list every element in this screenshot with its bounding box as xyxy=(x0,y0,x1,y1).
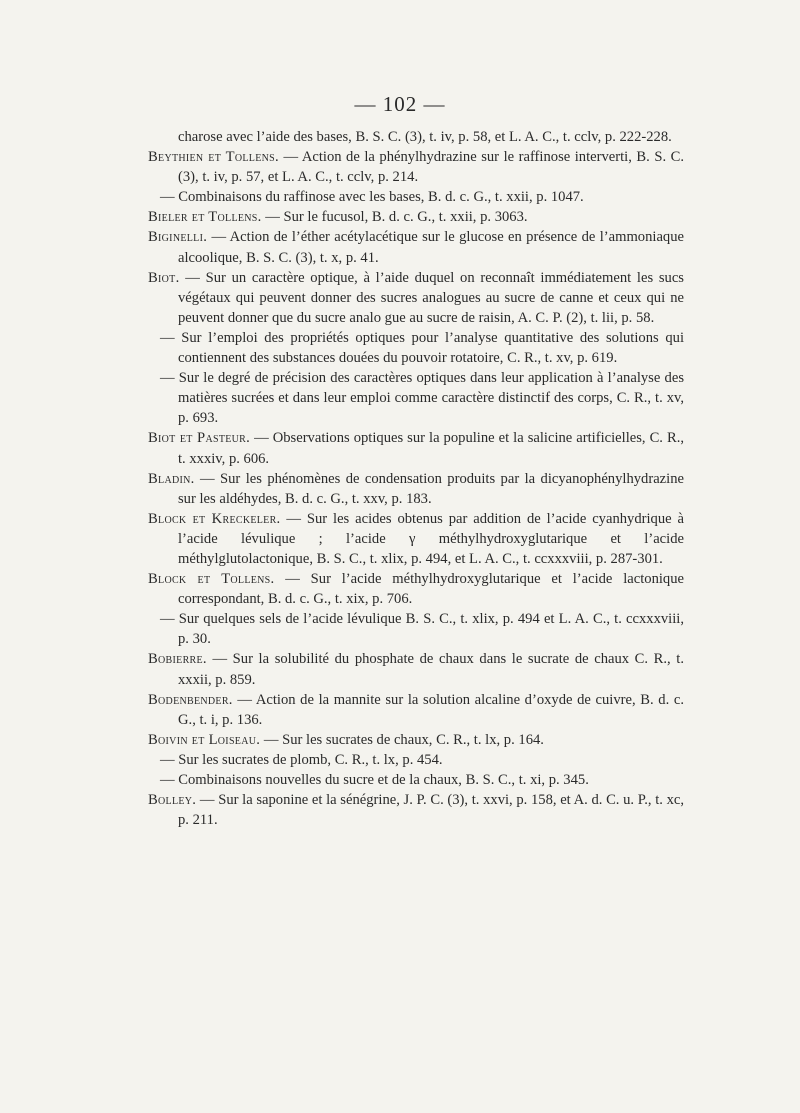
entry-author: Block et Tollens. xyxy=(148,571,275,588)
bibliography-entry: — Sur l’emploi des propriétés optiques pour l’analyse quantitative des solutions qui contiennent des substances douées du pouvoir rotatoire, C. R., t. xv, p. 619. xyxy=(160,329,684,367)
bibliography-entry: — Combinaisons nouvelles du sucre et de la chaux, B. S. C., t. xi, p. 345. xyxy=(160,772,589,788)
bibliography-entry: Boivin et Loiseau. — Sur les sucrates de chaux, C. R., t. lx, p. 164. xyxy=(148,731,544,748)
entry-author: Boivin et Loiseau. xyxy=(148,731,261,748)
bibliography-entry: Biot et Pasteur. — Observations optiques sur la populine et la salicine artificielles, C. R., t. xxxiv, p. 606. xyxy=(148,430,684,467)
entry-author: Biot et Pasteur. xyxy=(148,430,251,447)
entry-author: Beythien et Tollens. xyxy=(148,149,279,166)
page-number: — 102 — xyxy=(354,92,446,116)
entry-author: Bobierre. xyxy=(148,651,207,668)
bibliography-entry: — Combinaisons du raffinose avec les bases, B. d. c. G., t. xxii, p. 1047. xyxy=(160,189,584,206)
bibliography-list xyxy=(148,127,684,830)
bibliography-entry: Bobierre. — Sur la solubilité du phosphate de chaux dans le sucrate de chaux C. R., t. xxxii, p. 859. xyxy=(148,651,684,688)
entry-author: Bladin. xyxy=(148,470,195,487)
bibliography-entry: Block et Kreckeler. — Sur les acides obtenus par addition de l’acide cyanhydrique à l’acide lévulique ; l’acide γ méthylhydroxyglutarique et l’acide méthylglutolactonique, B. S. C., t. xlix, p. 494, et L. A. C., t. ccxxxviii, p. 287-301. xyxy=(148,510,684,567)
entry-author: Bodenbender. xyxy=(148,691,233,708)
bibliography-entry: charose avec l’aide des bases, B. S. C. (3), t. iv, p. 58, et L. A. C., t. cclv, p. 222-228. xyxy=(178,129,672,145)
bibliography-entry: Beythien et Tollens. — Action de la phénylhydrazine sur le raffinose interverti, B. S. C. (3), t. iv, p. 57, et L. A. C., t. cclv, p. 214. xyxy=(148,149,685,186)
bibliography-entry: Bolley. — Sur la saponine et la sénégrine, J. P. C. (3), t. xxvi, p. 158, et A. d. C. u. P., t. xc, p. 211. xyxy=(148,792,684,829)
bibliography-entry: Block et Tollens. — Sur l’acide méthylhydroxyglutarique et l’acide lactonique correspondant, B. d. c. G., t. xix, p. 706. xyxy=(148,571,684,608)
entry-author: Bolley. xyxy=(148,792,197,809)
entry-author: Block et Kreckeler. xyxy=(148,510,281,527)
entry-author: Bieler et Tollens. xyxy=(148,209,262,226)
bibliography-entry: Biginelli. — Action de l’éther acétylacétique sur le glucose en présence de l’ammoniaque alcoolique, B. S. C. (3), t. x, p. 41. xyxy=(148,229,684,266)
entry-author: Biot. xyxy=(148,269,180,286)
bibliography-entry: Bladin. — Sur les phénomènes de condensation produits par la dicyanophénylhydrazine sur les aldéhydes, B. d. c. G., t. xxv, p. 183. xyxy=(148,470,684,507)
bibliography-entry: — Sur les sucrates de plomb, C. R., t. lx, p. 454. xyxy=(160,751,443,768)
bibliography-entry: — Sur quelques sels de l’acide lévulique B. S. C., t. xlix, p. 494 et L. A. C., t. ccxxxviii, p. 30. xyxy=(160,611,684,648)
entry-author: Biginelli. xyxy=(148,229,208,246)
bibliography-entry: Bodenbender. — Action de la mannite sur la solution alcaline d’oxyde de cuivre, B. d. c. G., t. i, p. 136. xyxy=(148,691,684,728)
bibliography-entry: Bieler et Tollens. — Sur le fucusol, B. d. c. G., t. xxii, p. 3063. xyxy=(148,209,528,226)
bibliography-entry: Biot. — Sur un caractère optique, à l’aide duquel on reconnaît immédiatement les sucs végétaux qui peuvent donner des sucres analogues au sucre de canne et ceux qui ne peuvent donner que du sucre analo gue au sucre de raisin, A. C. P. (2), t. lii, p. 58. xyxy=(148,269,684,326)
bibliography-entry: — Sur le degré de précision des caractères optiques dans leur application à l’analyse des matières sucrées et dans leur emploi comme caractère distinctif des corps, C. R., t. xv, p. 693. xyxy=(160,370,684,427)
